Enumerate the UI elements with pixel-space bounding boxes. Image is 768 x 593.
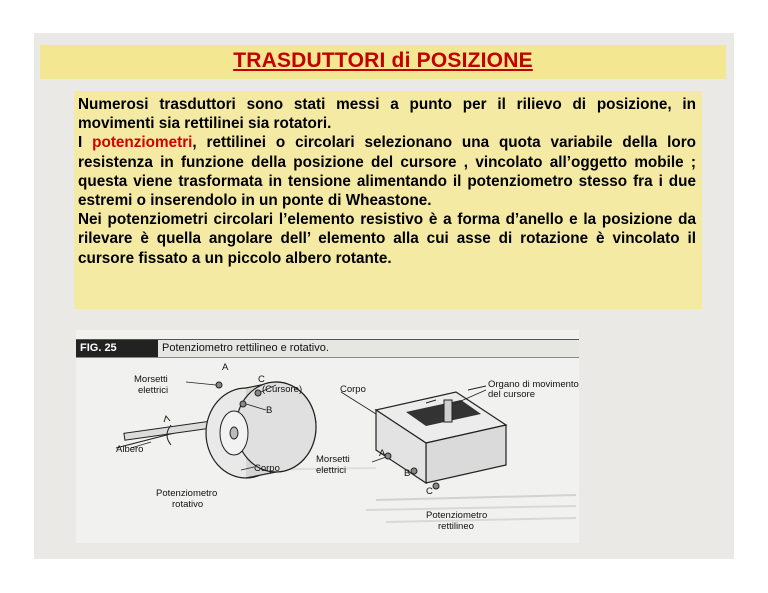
linear-potentiometer bbox=[316, 379, 579, 532]
highlight-potenziometri: potenziometri bbox=[92, 134, 193, 152]
linear-name-1: Potenziometro bbox=[426, 510, 488, 521]
paragraph-2-prefix: I bbox=[78, 134, 93, 152]
paragraph-3: Nei potenziometri circolari l’elemento resistivo è a forma d’anello e la posizione da rilevare è quella angolare dell’ elemento alla cui asse di rotazione è vincolato il cursore fissato a un piccolo albero rotante. bbox=[78, 211, 696, 267]
rotary-label-c: C bbox=[258, 374, 265, 385]
linear-name-2: rettilineo bbox=[438, 521, 474, 532]
figure-drawing bbox=[76, 330, 579, 543]
figure-number: FIG. 25 bbox=[76, 340, 158, 357]
title-bar bbox=[40, 45, 726, 79]
paragraph-1: Numerosi trasduttori sono stati messi a punto per il rilievo di posizione, in movimenti sia rettilinei sia rotatori. bbox=[78, 96, 696, 133]
slide-title: TRASDUTTORI di POSIZIONE bbox=[233, 49, 533, 72]
linear-label-a: A bbox=[379, 448, 386, 459]
rotary-label-albero: Albero bbox=[116, 444, 144, 455]
linear-label-organo-2: del cursore bbox=[488, 389, 535, 400]
paragraph-2-rest: , rettilinei o circolari selezionano una quota variabile della loro resistenza in funzione della posizione del cursore , vincolato all’oggetto mobile ; questa viene trasformata in tensione alimentando il potenziometro stesso fra i due estremi o inserendolo in un ponte di Wheastone. bbox=[78, 134, 697, 210]
paragraph-2 bbox=[78, 133, 696, 210]
rotary-name-2: rotativo bbox=[172, 499, 204, 510]
linear-label-morsetti-2: elettrici bbox=[316, 465, 347, 476]
rotary-label-a: A bbox=[222, 362, 229, 373]
rotary-label-cursore: (Cursore) bbox=[262, 384, 303, 395]
body-text bbox=[78, 95, 696, 268]
rotary-label-morsetti-2: elettrici bbox=[138, 385, 169, 396]
potentiometer-figure bbox=[76, 330, 579, 543]
rotary-label-morsetti-1: Morsetti bbox=[134, 374, 168, 385]
linear-label-b: B bbox=[404, 468, 411, 479]
linear-label-corpo: Corpo bbox=[340, 384, 366, 395]
linear-label-c: C bbox=[426, 486, 433, 497]
linear-label-morsetti-1: Morsetti bbox=[316, 454, 350, 465]
figure-caption: Potenziometro rettilineo e rotativo. bbox=[162, 342, 329, 354]
linear-label-organo-1: Organo di movimento bbox=[488, 379, 579, 390]
rotary-label-corpo: Corpo bbox=[254, 463, 280, 474]
rotary-label-b: B bbox=[266, 405, 273, 416]
rotary-potentiometer bbox=[116, 362, 316, 510]
rotary-name-1: Potenziometro bbox=[156, 488, 218, 499]
